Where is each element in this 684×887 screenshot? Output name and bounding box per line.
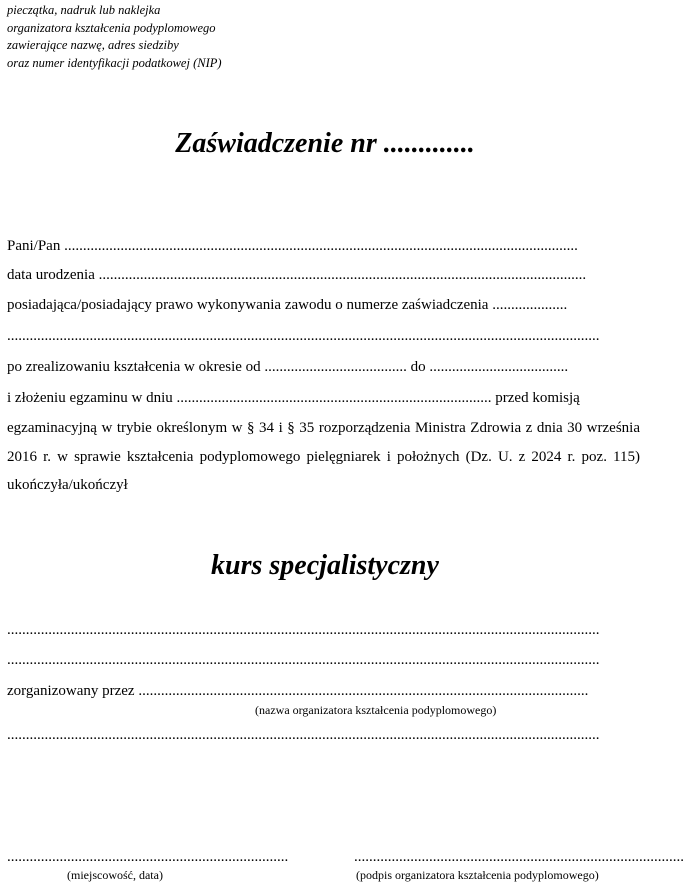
name-field[interactable]: Pani/Pan .........................................................................................................................................	[7, 238, 578, 254]
stamp-line-3: zawierające nazwę, adres siedziby	[7, 38, 179, 52]
place-date-caption: (miejscowość, data)	[67, 868, 163, 882]
certificate-title: Zaświadczenie nr .............	[175, 128, 475, 159]
birth-date-field[interactable]: data urodzenia ..................................................................................................................................	[7, 267, 587, 283]
training-period-field[interactable]: po zrealizowaniu kształcenia w okresie od ...................................... do .....................................	[7, 359, 569, 375]
course-name-line-1[interactable]: ..............................................................................................................................................................	[7, 622, 600, 638]
organizer-caption: (nazwa organizatora kształcenia podyplomowego)	[255, 703, 497, 717]
license-number-continuation[interactable]: ..............................................................................................................................................................	[7, 328, 600, 344]
course-name-line-2[interactable]: ..............................................................................................................................................................	[7, 652, 600, 668]
exam-date-field[interactable]: i złożeniu egzaminu w dniu .................................................................................... przed komisją	[7, 390, 580, 406]
stamp-line-4: oraz numer identyfikacji podatkowej (NIP)	[7, 55, 222, 70]
place-date-field[interactable]: ...........................................................................	[7, 849, 289, 865]
legal-basis-paragraph: egzaminacyjną w trybie określonym w § 34 i § 35 rozporządzenia Ministra Zdrowia z dnia 30 września 2016 r. w sprawie kształcenia podyplomowego pielęgniarek i położnych (Dz. U. z 2024 r. poz. 115) ukończyła/ukończył	[7, 420, 640, 493]
stamp-line-2: organizatora kształcenia podyplomowego	[7, 20, 216, 35]
signature-field[interactable]: ........................................................................................	[354, 849, 684, 865]
license-number-field[interactable]: posiadająca/posiadający prawo wykonywania zawodu o numerze zaświadczenia ....................	[7, 297, 568, 313]
organizer-line-2[interactable]: ..............................................................................................................................................................	[7, 727, 600, 743]
organizer-field[interactable]: zorganizowany przez ........................................................................................................................	[7, 683, 589, 699]
course-title: kurs specjalistyczny	[211, 550, 439, 581]
stamp-placeholder	[7, 2, 222, 72]
stamp-line-1: pieczątka, nadruk lub naklejka	[7, 3, 161, 17]
signature-caption: (podpis organizatora kształcenia podyplomowego)	[356, 868, 599, 882]
